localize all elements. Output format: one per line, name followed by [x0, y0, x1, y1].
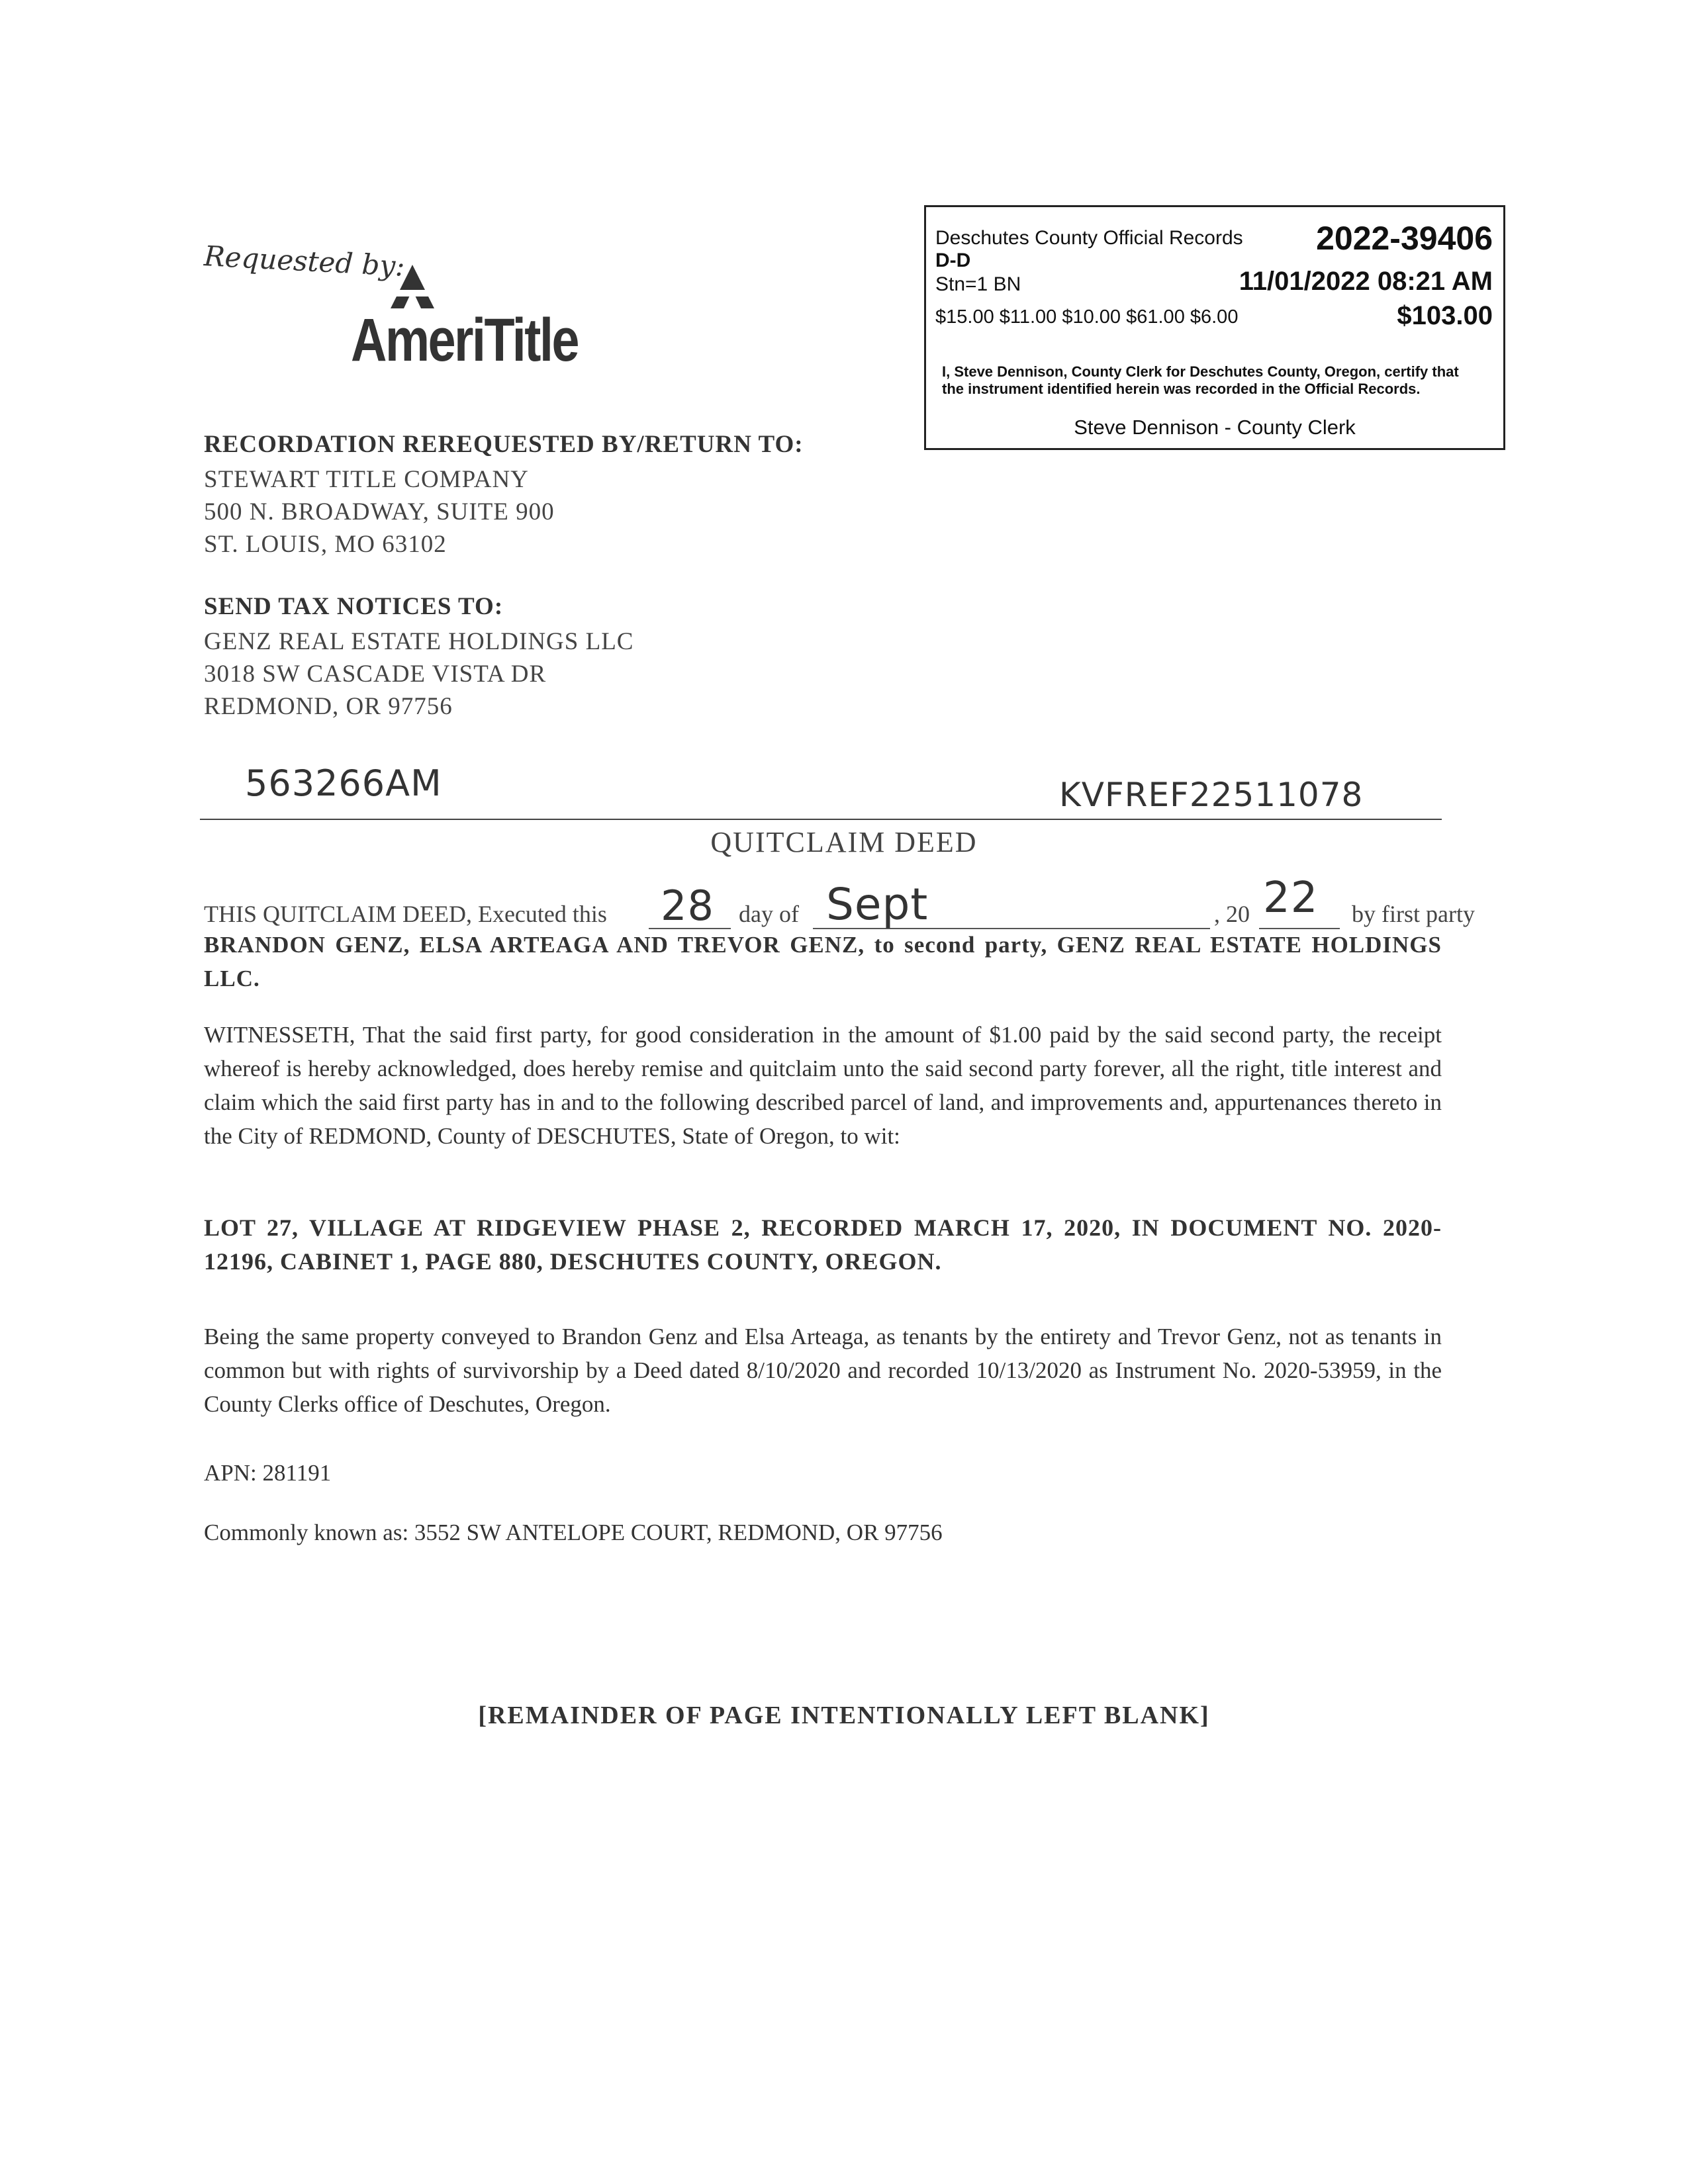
county-clerk-name: Steve Dennison - County Clerk	[1074, 416, 1356, 439]
recording-stamp	[924, 205, 1505, 450]
document-number: 2022-39406	[1316, 220, 1493, 257]
handwritten-month: Sept	[826, 879, 929, 930]
header-rule	[200, 819, 1442, 820]
tax-address-line: REDMOND, OR 97756	[204, 693, 453, 720]
remainder-blank-note: [REMAINDER OF PAGE INTENTIONALLY LEFT BLANK]	[478, 1702, 1210, 1729]
parties-paragraph: BRANDON GENZ, ELSA ARTEAGA AND TREVOR GENZ, to second party, GENZ REAL ESTATE HOLDINGS LLC.	[204, 932, 1442, 991]
execution-suffix: by first party	[1352, 901, 1475, 927]
tax-notices-label: SEND TAX NOTICES TO:	[204, 593, 504, 620]
legal-description: LOT 27, VILLAGE AT RIDGEVIEW PHASE 2, RECORDED MARCH 17, 2020, IN DOCUMENT NO. 2020-12196, CABINET 1, PAGE 880, DESCHUTES COUNTY, OREGON.	[204, 1214, 1442, 1275]
apn-line: APN: 281191	[204, 1460, 332, 1486]
return-address	[204, 463, 555, 561]
handwritten-order-number: 563266AM	[245, 762, 442, 804]
handwritten-year: 22	[1263, 874, 1319, 923]
return-address-line: STEWART TITLE COMPANY	[204, 466, 529, 493]
recording-total: $103.00	[1397, 301, 1493, 330]
return-address-line: ST. LOUIS, MO 63102	[204, 531, 447, 558]
station-id: Stn=1 BN	[935, 273, 1021, 295]
recordation-label: RECORDATION REREQUESTED BY/RETURN TO:	[204, 431, 804, 458]
execution-prefix: THIS QUITCLAIM DEED, Executed this	[204, 901, 607, 927]
handwritten-reference-number: KVFREF22511078	[1059, 776, 1364, 814]
county-records-label: Deschutes County Official Records	[935, 227, 1243, 249]
recording-fees: $15.00 $11.00 $10.00 $61.00 $6.00	[935, 306, 1239, 328]
amerititle-logo-icon	[376, 263, 449, 310]
recording-datetime: 11/01/2022 08:21 AM	[1239, 267, 1493, 296]
year-prefix: , 20	[1214, 901, 1250, 927]
execution-line	[204, 874, 1475, 932]
tax-address-line: 3018 SW CASCADE VISTA DR	[204, 660, 547, 688]
return-address-line: 500 N. BROADWAY, SUITE 900	[204, 498, 555, 525]
document-type: D-D	[935, 250, 971, 271]
chain-of-title-paragraph: Being the same property conveyed to Brandon Genz and Elsa Arteaga, as tenants by the entirety and Trevor Genz, not as tenants in common but with rights of survivorship by a Deed dated 8/10/2020 and recorded 10/13/2020 as Instrument No. 2020-53959, in the County Clerks office of Deschutes, Oregon.	[204, 1324, 1442, 1417]
amerititle-logo: AmeriTitle	[351, 306, 578, 374]
document-title: QUITCLAIM DEED	[710, 826, 978, 858]
requested-by-handwriting: Requested by:	[203, 240, 406, 283]
clerk-certification: I, Steve Dennison, County Clerk for Deschutes County, Oregon, certify that the instrument identified herein was recorded in the Official Records.	[942, 363, 1459, 397]
witnesseth-paragraph: WITNESSETH, That the said first party, for good consideration in the amount of $1.00 paid by the said second party, the receipt whereof is hereby acknowledged, does hereby remise and quitclaim unto the said second party forever, all the right, title interest and claim which the said first party has in and to the following described parcel of land, and improvements and, appurtenances thereto in the City of REDMOND, County of DESCHUTES, State of Oregon, to wit:	[204, 1022, 1442, 1149]
tax-address-line: GENZ REAL ESTATE HOLDINGS LLC	[204, 628, 634, 655]
tax-address	[204, 625, 634, 723]
day-of-label: day of	[739, 901, 799, 927]
handwritten-day: 28	[661, 882, 714, 930]
property-address-line: Commonly known as: 3552 SW ANTELOPE COURT, REDMOND, OR 97756	[204, 1520, 943, 1545]
